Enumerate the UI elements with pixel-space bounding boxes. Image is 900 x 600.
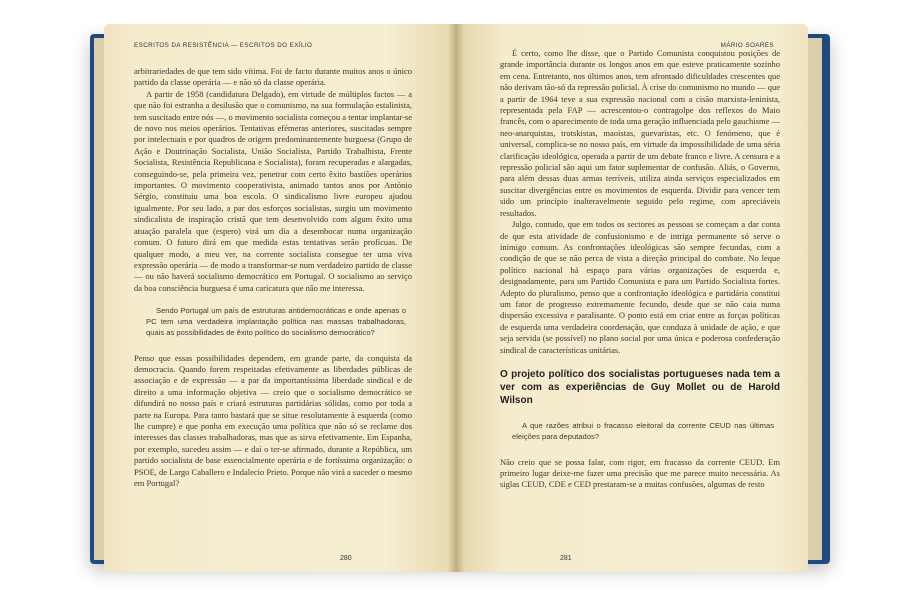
running-head-right: MÁRIO SOARES bbox=[720, 42, 774, 49]
body-paragraph: Julgo, contudo, que em todos os sectores as pessoas se começam a dar conta de que esta atividade de confusionismo e de intriga permanente só serve o inimigo comum. As confrontações ideológicas são sempre fecundas, com a condição de que se não perca de vista a direção principal do combate. No leque político nacional há espaço para várias organizações de esquerda e, designadamente, para um Partido Comunista e para um Partido Socialista fortes. Adepto do pluralismo, penso que a confrontação ideológica e partidária constitui um fator de progresso extremamente fecundo, desde que se não caia numa dispersão excessiva e paralisante. O ponto está em criar entre as forças políticas de esquerda uma verdadeira coordenação, que conduza à unidade de ação, e que seja servida (se possível) no plano social por uma única e poderosa confederação sindical de características unitárias. bbox=[500, 219, 780, 355]
body-paragraph: A partir de 1958 (candidatura Delgado), em virtude de múltiplos factos — a que não foi estranha a desilusão que o comunismo, na sua formulação estalinista, tem suscitado entre nós —, o movimento socialista começou a tentar implantar-se de novo nos meios operários. Tentativas efémeras anteriores, suscitadas sempre por intelectuais e por quadros de origem predominantemente burguesa (Grupo de Ação e Doutrinação Socialista, União Socialista, Partido Trabalhista, Frente Socialista, Resistência Republicana e Socialista), foram recuperadas e alargadas, conseguindo-se, pela primeira vez, penetrar com certo êxito bastiões operários importantes. O movimento cooperativista, animado tantos anos por António Sérgio, constituiu uma boa escola. O sindicalismo livre europeu ajudou igualmente. Por seu lado, a par dos esforços socialistas, surgiu um movimento sindicalista de inspiração cristã que tem desenvolvido com algum êxito uma atuação paralela que (espero) virá um dia a desembocar numa organização comum. O futuro dirá em que medida estas tentativas serão profícuas. De qualquer modo, a meu ver, na corrente socialista consegue ter uma viva expressão operária — de modo a transformar-se num verdadeiro partido de classe — ou não haverá socialismo democrático em Portugal. O socialismo ao serviço da boa consciência burguesa é uma caricatura que não me interessa. bbox=[134, 88, 412, 293]
section-heading: O projeto político dos socialistas portugueses nada tem a ver com as experiências de Guy Mollet ou de Harold Wilson bbox=[500, 368, 780, 406]
page-number-left: 280 bbox=[340, 555, 352, 562]
body-paragraph: É certo, como lhe disse, que o Partido Comunista conquistou posições de grande importância durante os longos anos em que esteve praticamente sozinho em cena. Entretanto, nos últimos anos, tem afrontado dificuldades crescentes que não derivam tão-só da repressão policial. À crise do comunismo no mundo — que a partir de 1964 teve a sua expressão nacional com a cisão marxista-leninista, representada pela FAP — acrescentou-o contragolpe dos reflexos do Maio francês, com o aparecimento de toda uma geração influenciada pelo gauchisme — neo-anarquistas, trotskistas, maoistas, guevaristas, etc. O fenómeno, que é universal, complica-se no nosso país, em virtude da impossibilidade de uma séria clarificação ideológica, operada a partir de um debate franco e livre. A censura e a repressão policial são aqui um fator suplementar de confusão. Aliás, o Governo, para além dessas duas armas terríveis, utiliza ainda serviços especializados em suscitar divergências entre os movimentos de esquerda. Dividir para vencer tem sido um princípio inalteravelmente seguido pelo regime, com apreciáveis resultados. bbox=[500, 48, 780, 218]
left-page bbox=[104, 24, 456, 572]
left-page-text bbox=[134, 66, 412, 489]
book-gutter bbox=[448, 24, 464, 572]
interview-answer: Não creio que se possa falar, com rigor, em fracasso da corrente CEUD. Em primeiro lugar deixe-me fazer uma precisão que me parece muito necessária. As siglas CEUD, CDE e CED prestaram-se a muitas confusões, algumas de resto bbox=[500, 456, 780, 490]
interview-answer: Penso que essas possibilidades dependem, em grande parte, da conquista da democracia. Quando forem respeitadas efetivamente as liberdades públicas de associação e de expressão — a par da importantíssima liberdade sindical e de direito a uma informação objetiva — creio que o socialismo democrático se difundirá no nosso país e criará estruturas partidárias sólidas, como por toda a parte na Europa. Para tanto bastará que se situe resolutamente à esquerda (como lhe cumpre) e que ponha em execução uma política que não só se reclame dos interesses das classes trabalhadoras, mas que as sirva efetivamente. Em Espanha, por exemplo, sucedeu assim — e daí o ter-se afirmado, durante a República, um partido socialista de base essencialmente operária e de fortíssima organização: o PSOE, de Largo Caballero e Indalecio Prieto. Porque não virá a suceder o mesmo em Portugal? bbox=[134, 352, 412, 488]
right-page bbox=[456, 24, 808, 572]
running-head-left: ESCRITOS DA RESISTÊNCIA — ESCRITOS DO EXÍLIO bbox=[134, 42, 313, 49]
interview-question: A que razões atribui o fracasso eleitoral da corrente CEUD nas últimas eleições para deputados? bbox=[512, 420, 774, 441]
page-number-right: 281 bbox=[560, 555, 572, 562]
right-page-text bbox=[500, 48, 780, 491]
body-paragraph: arbitrariedades de que tem sido vítima. Foi de facto durante muitos anos o único partido da classe operária — e não só da classe operária. bbox=[134, 66, 412, 88]
interview-question: Sendo Portugal um país de estruturas antidemocráticas e onde apenas o PC tem uma verdadeira implantação política nas massas trabalhadoras, quais as possibilidades de êxito político do socialismo democrático? bbox=[146, 306, 406, 337]
